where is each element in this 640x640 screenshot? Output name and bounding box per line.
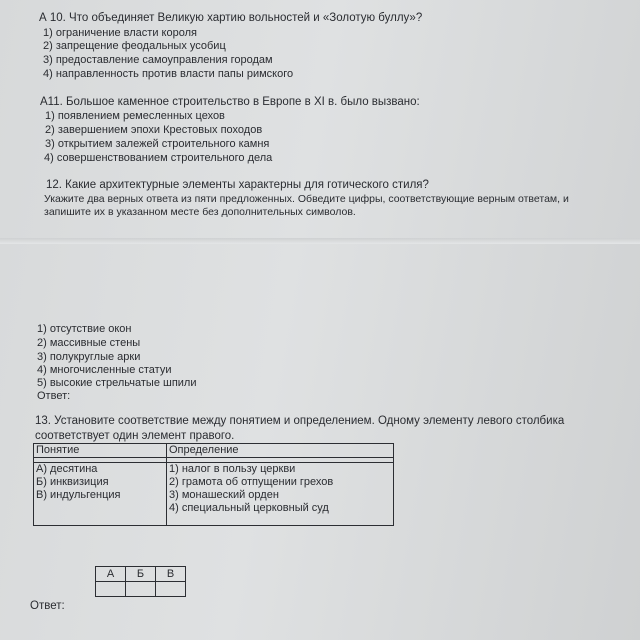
answer-cell-b[interactable] — [126, 582, 156, 597]
q13-title-line1: 13. Установите соответствие между понятием и определением. Одному элементу левого столбика — [35, 415, 565, 427]
answer-header-b: Б — [126, 567, 156, 582]
definition-item: 4) специальный церковный суд — [169, 502, 329, 514]
q11-title: А11. Большое каменное строительство в Европе в XI в. было вызвано: — [40, 96, 420, 108]
answer-header-v: В — [156, 567, 186, 582]
q11-option-3: 3) открытием залежей строительного камня — [45, 138, 270, 150]
q12-instruction-line2: запишите их в указанном месте без дополнительных символов. — [44, 206, 356, 218]
q12-title: 12. Какие архитектурные элементы характерны для готического стиля? — [46, 179, 429, 191]
answer-cell-a[interactable] — [96, 582, 126, 597]
col-header-definition: Определение — [167, 444, 394, 458]
concept-list — [34, 463, 167, 526]
q12-answer-label: Ответ: — [37, 390, 71, 402]
definition-item: 2) грамота об отпущении грехов — [169, 476, 334, 488]
q11-option-2: 2) завершением эпохи Крестовых походов — [45, 124, 263, 136]
q12-option-2: 2) массивные стены — [37, 337, 141, 349]
definition-table — [33, 443, 394, 526]
q12-option-3: 3) полукруглые арки — [37, 351, 141, 363]
concept-item: В) индульгенция — [36, 489, 121, 501]
definition-item: 3) монашеский орден — [169, 489, 279, 501]
q10-option-2: 2) запрещение феодальных усобиц — [43, 40, 226, 52]
q12-instruction-line1: Укажите два верных ответа из пяти предложенных. Обведите цифры, соответствующие верным ответам, и — [44, 193, 569, 205]
q12-option-4: 4) многочисленные статуи — [37, 364, 172, 376]
paper-fold — [0, 238, 640, 244]
q10-option-1: 1) ограничение власти короля — [43, 27, 197, 39]
concept-item: А) десятина — [36, 463, 98, 475]
concept-item: Б) инквизиция — [36, 476, 109, 488]
q10-option-4: 4) направленность против власти папы римского — [43, 68, 294, 80]
answer-table — [95, 566, 186, 597]
q13-title-line2: соответствует один элемент правого. — [35, 430, 235, 442]
q11-option-4: 4) совершенствованием строительного дела — [44, 152, 273, 164]
q10-title: А 10. Что объединяет Великую хартию вольностей и «Золотую буллу»? — [39, 12, 423, 24]
q11-option-1: 1) появлением ремесленных цехов — [45, 110, 225, 122]
answer-header-a: А — [96, 567, 126, 582]
q12-option-5: 5) высокие стрельчатые шпили — [37, 377, 197, 389]
q12-option-1: 1) отсутствие окон — [37, 323, 132, 335]
q10-option-3: 3) предоставление самоуправления городам — [43, 54, 273, 66]
answer-cell-v[interactable] — [156, 582, 186, 597]
definition-list — [167, 463, 394, 526]
definition-item: 1) налог в пользу церкви — [169, 463, 296, 475]
col-header-concept: Понятие — [34, 444, 167, 458]
q13-answer-label: Ответ: — [30, 600, 65, 612]
